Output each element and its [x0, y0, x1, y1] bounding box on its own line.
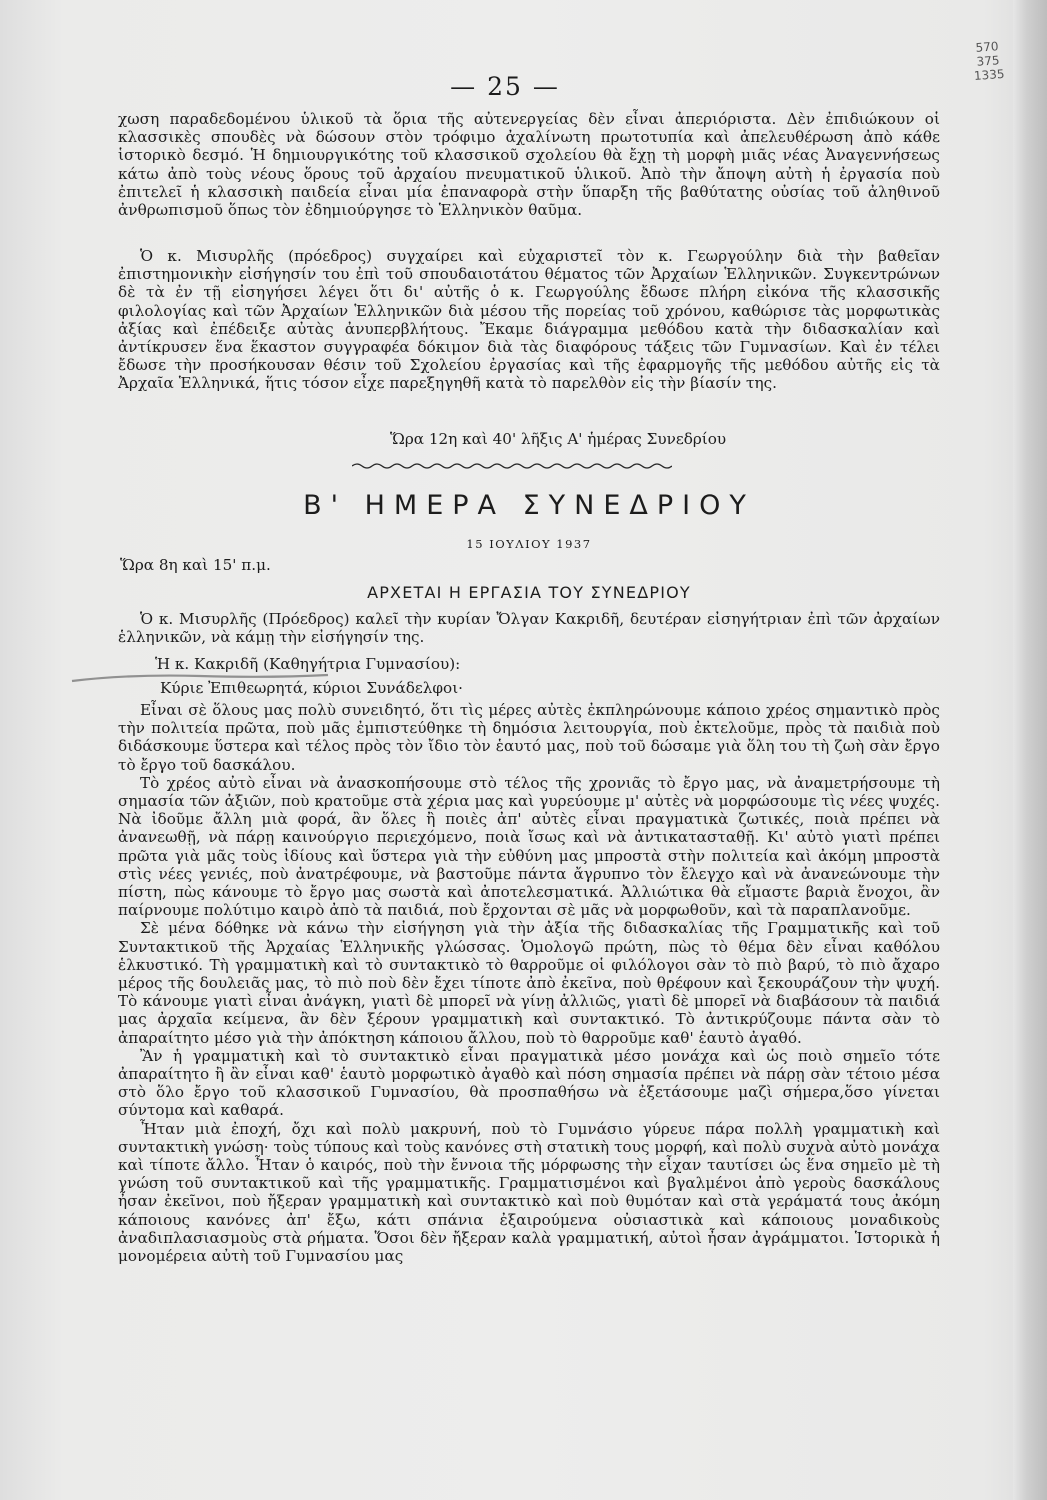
handwritten-margin-note — [972, 39, 1005, 83]
section-heading: ΑΡΧΕΤΑΙ Η ΕΡΓΑΣΙΑ ΤΟΥ ΣΥΝΕΔΡΙΟΥ — [367, 583, 691, 602]
speech-paragraph: Εἶναι σὲ ὅλους μας πολὺ συνειδητό, ὅτι τὶς μέρες αὐτὲς ἐκπληρώνουμε κάποιο χρέος σημαντικὸ πρὸς τὴν πολιτεία πρῶτα, ποὺ μᾶς ἐμπιστεύθηκε τὴ δημόσια λειτουργία, ποὺ ἐκτελοῦμε, πρὸς τὰ παιδιὰ ποὺ διδάσκουμε ὕστερα καὶ τέλος πρὸς τὸν ἴδιο τὸν ἑαυτό μας, ποὺ τοῦ δώσαμε γιὰ ὅλη του τὴ ζωὴ σὰν ἔργο τὸ ἔργο τοῦ δασκάλου. — [118, 701, 940, 774]
speaker-line: Ἡ κ. Κακριδῆ (Καθηγήτρια Γυμνασίου): — [155, 655, 461, 673]
session-closing-time: Ὥρα 12η καὶ 40' λῆξις Α' ἡμέρας Συνεδρίου — [390, 430, 727, 448]
speech-body — [118, 701, 940, 1265]
margin-note-line: 375 — [976, 53, 1000, 69]
speech-paragraph: Σὲ μένα δόθηκε νὰ κάνω τὴν εἰσήγηση γιὰ τὴν ἀξία τῆς διδασκαλίας τῆς Γραμματικῆς καὶ τοῦ Συντακτικοῦ τῆς Ἀρχαίας Ἑλληνικῆς γλώσσας. Ὁμολογῶ πρώτη, πὼς τὸ θέμα δὲν εἶναι καθόλου ἑλκυστικό. Τὴ γραμματικὴ καὶ τὸ συντακτικὸ τὸ θαρροῦμε οἱ φιλόλογοι σὰν τὸ πιὸ βαρύ, τὸ πιὸ ἄχαρο μέρος τῆς δουλειᾶς μας, τὸ πιὸ ποὺ δὲν ἔχει τίποτε ἀπὸ ἐκεῖνα, ποὺ θρέφουν καὶ ξεκουράζουν τὴν ψυχή. Τὸ κάνουμε γιατὶ εἶναι ἀνάγκη, γιατὶ δὲ μπορεῖ νὰ γίνῃ ἀλλιῶς, γιατὶ δὲ μπορεῖ νὰ διαβάσουν τὰ παιδιά μας ἀρχαῖα κείμενα, ἂν δὲν ξέρουν γραμματικὴ καὶ συντακτικό. Τὸ ἀντικρύζουμε πάντα σὰν τὸ ἀπαραίτητο μέσο γιὰ τὴν ἀπόκτηση κάποιου ἄλλου, ποὺ τὸ θαρροῦμε καθ' ἑαυτὸ ἀγαθό. — [118, 919, 940, 1047]
paragraph-3 — [118, 610, 940, 646]
paragraph-1 — [118, 110, 940, 219]
speech-paragraph: Ἂν ἡ γραμματικὴ καὶ τὸ συντακτικὸ εἶναι πραγματικὰ μέσο μονάχα καὶ ὡς ποιὸ σημεῖο τότε ἀπαραίτητο ἢ ἂν εἶναι καθ' ἑαυτὸ μορφωτικὸ ἀγαθὸ καὶ πόση σημασία πρέπει νὰ πάρῃ σὰν τέτοιο μέσα στὸ ὅλο ἔργο τοῦ κλασσικοῦ Γυμνασίου, θὰ προσπαθήσω νὰ ἐξετάσουμε μαζὶ σήμερα,ὅσο γίνεται σύντομα καὶ καθαρά. — [118, 1046, 940, 1120]
salutation: Κύριε Ἐπιθεωρητά, κύριοι Συνάδελφοι· — [160, 679, 463, 697]
margin-note-line: 1335 — [973, 66, 1005, 83]
paragraph-text: Ὁ κ. Μισυρλῆς (πρόεδρος) συγχαίρει καὶ εὐχαριστεῖ τὸν κ. Γεωργούλην διὰ τὴν βαθεῖαν ἐπιστημονικὴν εἰσήγησίν του ἐπὶ τοῦ σπουδαιοτάτου θέματος τῶν Ἀρχαίων Ἑλληνικῶν. Συγκεντρώνων δὲ τὰ ἐν τῇ εἰσηγήσει λέγει ὅτι δι' αὐτῆς ὁ κ. Γεωργούλης ἔδωσε πλήρη εἰκόνα τῆς κλασσικῆς φιλολογίας καὶ τῶν Ἀρχαίων Ἑλληνικῶν διὰ μέσου τῆς πορείας τοῦ χρόνου, καθώρισε τὰς μορφωτικὰς ἀξίας καὶ ἐπέδειξε αὐτὰς ἀνυπερβλήτους. Ἔκαμε διάγραμμα μεθόδου κατὰ τὴν διδασκαλίαν καὶ ἀντίκρυσεν ἕνα ἕκαστον συγγραφέα δόκιμον διὰ τὰς διαφόρους τάξεις τῶν Γυμνασίων. Καὶ ἐν τέλει ἔδωσε τὴν προσήκουσαν θέσιν τοῦ Σχολείου ἐργασίας καὶ τῆς ἐφαρμογῆς τῆς μεθόδου αὐτῆς εἰς τὰ Ἀρχαῖα Ἑλληνικά, ἥτις τόσον εἶχε παρεξηγηθῆ κατὰ τὸ παρελθὸν εἰς τὴν βίασίν της. — [118, 247, 940, 393]
margin-note-line: 570 — [975, 39, 999, 55]
paragraph-text: χωση παραδεδομένου ὑλικοῦ τὰ ὅρια τῆς αὐτενεργείας δὲν εἶναι ἀπεριόριστα. Δὲν ἐπιδιώκουν οἱ κλασσικὲς σπουδὲς νὰ δώσουν στὸν τρόφιμο ἀχαλίνωτη πρωτοτυπία καὶ ἀπελευθέρωση ἀπὸ κάθε ἱστορικὸ δεσμό. Ἡ δημιουργικότης τοῦ κλασσικοῦ σχολείου θὰ ἔχῃ τὴ μορφὴ μιᾶς νέας Ἀναγεννήσεως κάτω ἀπὸ τοὺς νέους ὅρους τοῦ ἀρχαίου πνευματικοῦ ὑλικοῦ. Ἀπὸ τὴν ἄποψη αὐτὴ ἡ ἐργασία ποὺ ἐπιτελεῖ ἡ κλασσικὴ παιδεία εἶναι μία ἐπαναφορὰ στὴν ὕπαρξη τῆς βαθύτατης οὐσίας τοῦ ἀληθινοῦ ἀνθρωπισμοῦ ὅπως τὸν ἐδημιούργησε τὸ Ἑλληνικὸν θαῦμα. — [118, 110, 940, 220]
book-spine-shadow — [1013, 0, 1047, 1500]
speech-paragraph: Τὸ χρέος αὐτὸ εἶναι νὰ ἀνασκοπήσουμε στὸ τέλος τῆς χρονιᾶς τὸ ἔργο μας, νὰ ἀναμετρήσουμε τὴ σημασία τῶν ἀξιῶν, ποὺ κρατοῦμε στὰ χέρια μας καὶ γυρεύουμε μ' αὐτὲς νὰ μορφώσουμε τὶς νέες ψυχές. Νὰ ἰδοῦμε ἄλλη μιὰ φορά, ἂν ὅλες ἢ ποιὲς ἀπ' αὐτὲς εἶναι πραγματικὰ ζωτικές, ποιὰ πρέπει νὰ ἀνανεωθῇ, νὰ πάρῃ καινούργιο περιεχόμενο, ποιὰ ἴσως καὶ νὰ ἀντικατασταθῇ. Κι' αὐτὸ γιατὶ πρέπει πρῶτα γιὰ μᾶς τοὺς ἰδίους καὶ ὕστερα γιὰ τὴν εὐθύνη μας μπροστὰ στὴν πολιτεία καὶ ἀκόμη μπροστὰ στὶς νέες γενιές, ποὺ ἀνατρέφουμε, νὰ βαστοῦμε πάντα ἄγρυπνο τὸν ἔλεγχο καὶ νὰ ἀνανεώνουμε τὴν πίστη, πὼς κάνουμε τὸ ἔργο μας σωστὰ καὶ ἀποτελεσματικά. Ἀλλιώτικα θὰ εἴμαστε βαριὰ ἔνοχοι, ἂν παίρνουμε πολύτιμο καιρὸ ἀπὸ τὰ παιδιά, ποὺ ἔρχονται σὲ μᾶς νὰ μορφωθοῦν, καὶ τὰ παραπλανοῦμε. — [118, 773, 940, 920]
paragraph-2 — [118, 247, 940, 393]
day-title: Β' ΗΜΕΡΑ ΣΥΝΕΔΡΙΟΥ — [303, 490, 755, 521]
session-start-time: Ὥρα 8η καὶ 15' π.μ. — [120, 556, 271, 574]
speech-paragraph: Ἦταν μιὰ ἐποχή, ὄχι καὶ πολὺ μακρυνή, ποὺ τὸ Γυμνάσιο γύρευε πάρα πολλὴ γραμματικὴ καὶ συντακτικὴ γνώση· τοὺς τύπους καὶ τοὺς κανόνες στὴ στατικὴ τους μορφή, καὶ πολὺ συχνὰ αὐτὸ μονάχα καὶ τίποτε ἄλλο. Ἦταν ὁ καιρός, ποὺ τὴν ἔννοια τῆς μόρφωσης τὴν εἶχαν ταυτίσει ὡς ἕνα σημεῖο μὲ τὴ γνώση τοῦ συντακτικοῦ καὶ τῆς γραμματικῆς. Γραμματισμένοι καὶ βγαλμένοι ἀπὸ γεροὺς δασκάλους ἦσαν ἐκεῖνοι, ποὺ ἤξεραν γραμματικὴ καὶ συντακτικὸ καὶ ποὺ θυμόταν καὶ στὰ γεράματά τους ἀκόμη κάποιους κανόνες ἀπ' ἔξω, κάτι σπάνια ἐξαιρούμενα οὐσιαστικὰ καὶ κάποιους μοναδικοὺς ἀναδιπλασιασμοὺς στὰ ρήματα. Ὅσοι δὲν ἤξεραν καλὰ γραμματική, αὐτοὶ ἦσαν ἀγράμματοι. Ἱστορικὰ ἡ μονομέρεια αὐτὴ τοῦ Γυμνασίου μας — [118, 1119, 940, 1266]
decorative-wave-divider — [352, 462, 672, 470]
page-number: — 25 — — [450, 72, 560, 101]
date-line: 15 ΙΟΥΛΙΟΥ 1937 — [466, 537, 592, 551]
paragraph-text: Ὁ κ. Μισυρλῆς (Πρόεδρος) καλεῖ τὴν κυρίαν Ὄλγαν Κακριδῆ, δευτέραν εἰσηγήτριαν ἐπὶ τῶν ἀρχαίων ἑλληνικῶν, νὰ κάμῃ τὴν εἰσήγησίν της. — [118, 610, 940, 647]
